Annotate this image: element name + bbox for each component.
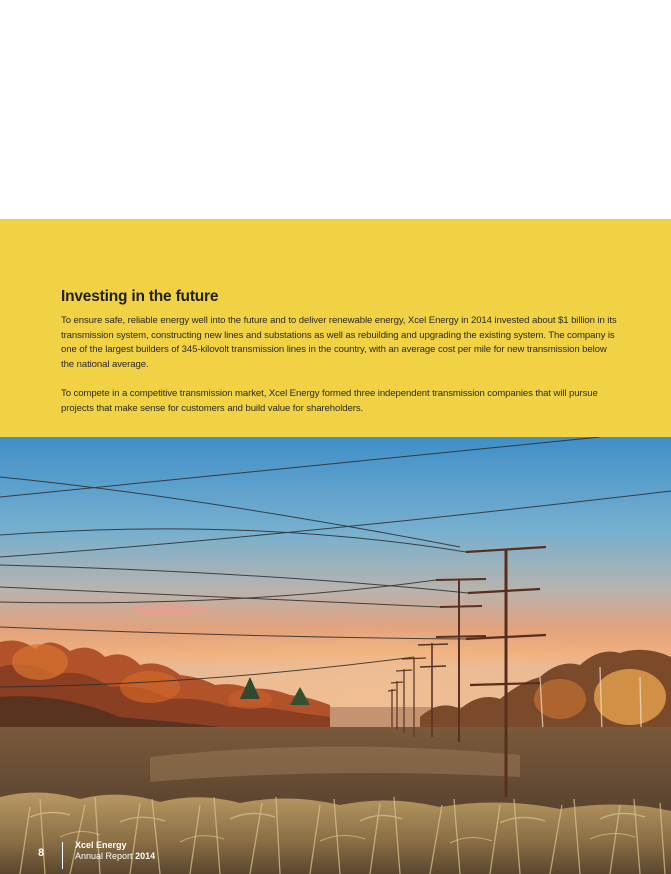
- company-name: Xcel Energy: [75, 840, 127, 850]
- transmission-lines-photo: [0, 437, 671, 874]
- report-label-line: [75, 851, 155, 861]
- report-year: 2014: [135, 851, 156, 861]
- page-footer: [0, 836, 671, 874]
- investing-section: [0, 219, 671, 437]
- section-paragraph-1: To ensure safe, reliable energy well into the future and to deliver renewable energy, Xcel Energy in 2014 invested about $1 billion in its transmission system, constructing new lines and substations as well as rebuilding and upgrading the existing system. The company is one of the largest builders of 345-kilovolt transmission lines in the country, with an average cost per mile for new transmission below the national average.: [61, 315, 617, 370]
- section-paragraph-2: To compete in a competitive transmission market, Xcel Energy formed three independent transmission companies that will pursue projects that make sense for customers and build value for shareholders.: [61, 388, 598, 414]
- footer-divider: [62, 842, 63, 869]
- section-title: Investing in the future: [61, 288, 219, 305]
- page-number: 8: [38, 847, 45, 859]
- top-whitespace: [0, 0, 671, 219]
- report-label: Annual Report: [75, 851, 133, 861]
